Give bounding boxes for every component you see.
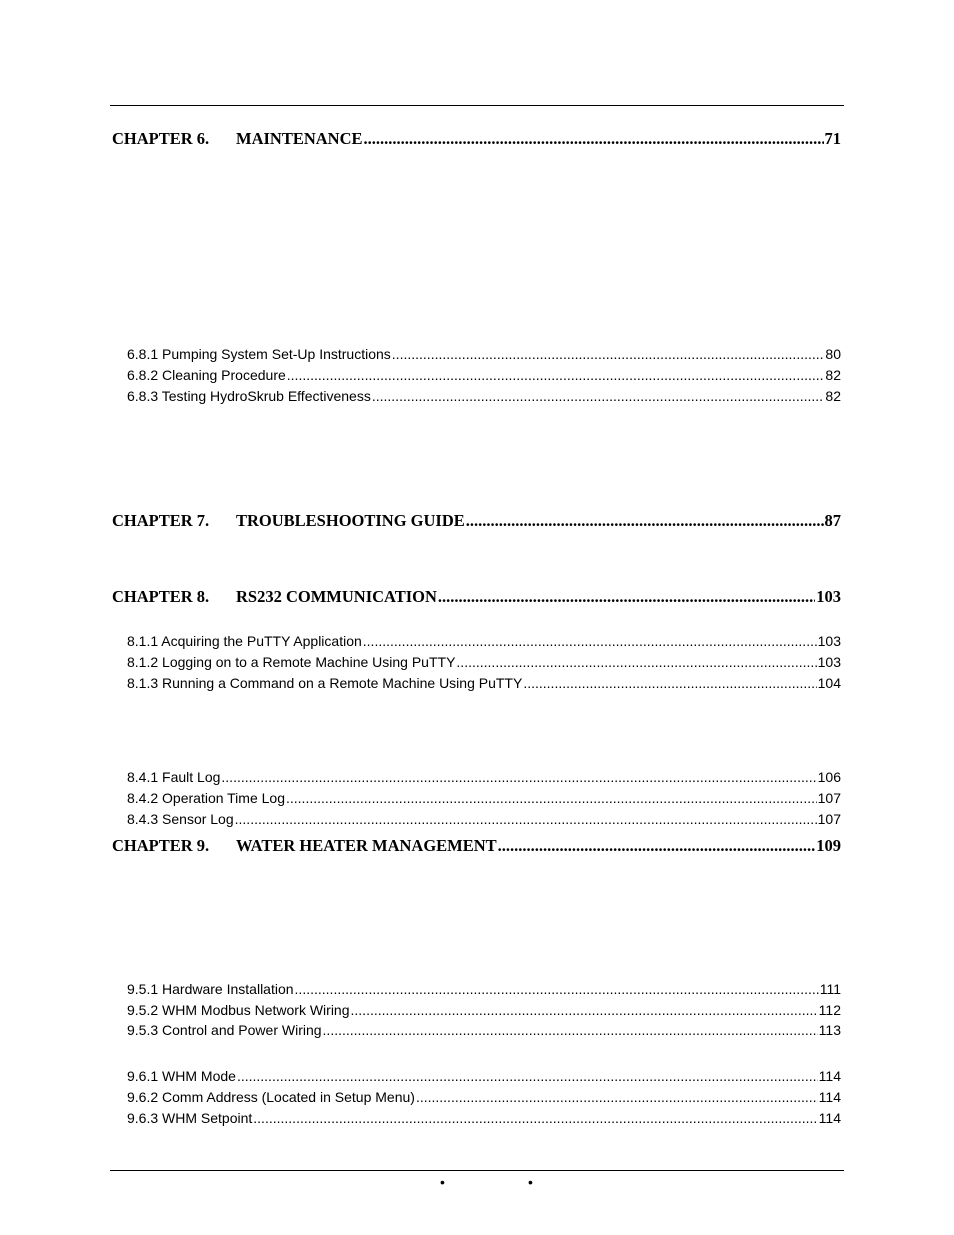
- toc-entry[interactable]: [127, 981, 841, 997]
- chapter-title: TROUBLESHOOTING GUIDE: [236, 511, 465, 530]
- toc-entry[interactable]: [127, 675, 841, 691]
- dot-leader: [323, 1022, 818, 1038]
- chapter-number: CHAPTER 9.: [112, 836, 210, 855]
- entry-title: 9.6.1 WHM Mode: [127, 1068, 236, 1084]
- dot-leader: [351, 1002, 818, 1018]
- toc-chapter-7[interactable]: [112, 511, 841, 531]
- dot-leader: [221, 769, 816, 785]
- chapter-number: CHAPTER 7.: [112, 511, 210, 530]
- dot-leader: [456, 654, 816, 670]
- chapter-title: RS232 COMMUNICATION: [236, 587, 437, 606]
- entry-title: 6.8.2 Cleaning Procedure: [127, 367, 286, 383]
- dot-leader: [363, 633, 817, 649]
- entry-page: 112: [818, 1002, 841, 1018]
- entry-title: 6.8.3 Testing HydroSkrub Effectiveness: [127, 388, 371, 404]
- dot-leader: [237, 1068, 818, 1084]
- dot-leader: [438, 587, 815, 607]
- dot-leader: [286, 790, 817, 806]
- footer-bullet-left: •: [440, 1174, 445, 1190]
- entry-title: 9.5.1 Hardware Installation: [127, 981, 294, 997]
- dot-leader: [498, 836, 816, 856]
- toc-entry[interactable]: [127, 388, 841, 404]
- entry-page: 114: [818, 1068, 841, 1084]
- entry-page: 103: [817, 654, 841, 670]
- chapter-title: MAINTENANCE: [236, 129, 363, 148]
- toc-entry[interactable]: [127, 790, 841, 806]
- entry-title: 8.1.3 Running a Command on a Remote Machine Using PuTTY: [127, 675, 523, 691]
- dot-leader: [416, 1089, 818, 1105]
- entry-page: 82: [825, 367, 841, 383]
- toc-entry[interactable]: [127, 1002, 841, 1018]
- entry-page: 103: [817, 633, 841, 649]
- chapter-number: CHAPTER 8.: [112, 587, 210, 606]
- entry-page: 80: [825, 346, 841, 362]
- toc-entry[interactable]: [127, 1022, 841, 1038]
- entry-page: 114: [818, 1110, 841, 1126]
- chapter-number: CHAPTER 6.: [112, 129, 210, 148]
- toc-entry[interactable]: [127, 633, 841, 649]
- dot-leader: [466, 511, 824, 531]
- chapter-page: 109: [816, 836, 841, 855]
- chapter-page: 87: [824, 511, 841, 530]
- entry-title: 9.6.2 Comm Address (Located in Setup Menu): [127, 1089, 415, 1105]
- chapter-title: WATER HEATER MANAGEMENT: [236, 836, 497, 855]
- toc-entry[interactable]: [127, 1110, 841, 1126]
- entry-page: 82: [825, 388, 841, 404]
- entry-title: 8.1.1 Acquiring the PuTTY Application: [127, 633, 362, 649]
- toc-entry[interactable]: [127, 769, 841, 785]
- entry-page: 107: [817, 790, 841, 806]
- toc-entry[interactable]: [127, 654, 841, 670]
- entry-title: 9.6.3 WHM Setpoint: [127, 1110, 253, 1126]
- toc-entry[interactable]: [127, 811, 841, 827]
- entry-page: 104: [817, 675, 841, 691]
- dot-leader: [287, 367, 825, 383]
- dot-leader: [364, 129, 824, 149]
- toc-entry[interactable]: [127, 1068, 841, 1084]
- toc-chapter-9[interactable]: [112, 836, 841, 856]
- header-rule: [110, 105, 844, 106]
- entry-title: 8.4.2 Operation Time Log: [127, 790, 285, 806]
- dot-leader: [523, 675, 816, 691]
- entry-page: 106: [817, 769, 841, 785]
- dot-leader: [372, 388, 825, 404]
- entry-title: 8.1.2 Logging on to a Remote Machine Using PuTTY: [127, 654, 456, 670]
- toc-entry[interactable]: [127, 346, 841, 362]
- entry-title: 8.4.3 Sensor Log: [127, 811, 234, 827]
- toc-entry[interactable]: [127, 1089, 841, 1105]
- toc-chapter-6[interactable]: [112, 129, 841, 149]
- dot-leader: [253, 1110, 817, 1126]
- entry-page: 113: [818, 1022, 841, 1038]
- entry-title: 8.4.1 Fault Log: [127, 769, 221, 785]
- entry-title: 6.8.1 Pumping System Set-Up Instructions: [127, 346, 391, 362]
- footer-rule: [110, 1170, 844, 1171]
- footer-bullet-right: •: [528, 1174, 533, 1190]
- toc-entry[interactable]: [127, 367, 841, 383]
- dot-leader: [235, 811, 817, 827]
- chapter-page: 103: [816, 587, 841, 606]
- entry-title: 9.5.2 WHM Modbus Network Wiring: [127, 1002, 350, 1018]
- chapter-page: 71: [824, 129, 841, 148]
- entry-page: 114: [818, 1089, 841, 1105]
- dot-leader: [295, 981, 819, 997]
- entry-page: 107: [817, 811, 841, 827]
- entry-title: 9.5.3 Control and Power Wiring: [127, 1022, 322, 1038]
- entry-page: 111: [819, 981, 841, 997]
- dot-leader: [392, 346, 825, 362]
- toc-chapter-8[interactable]: [112, 587, 841, 607]
